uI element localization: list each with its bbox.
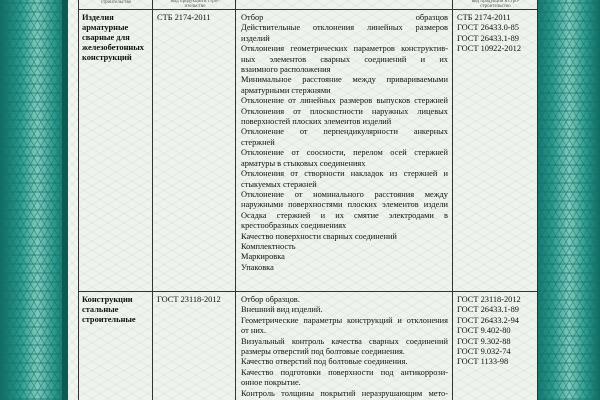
row2-parameters: Отбор образцов. Внешний вид изделий. Геометрические параметры конструкций и отклонения от них. Визуальный контроль качества сварных соединений размеры отверстий под болтовые соединения. Качество отверстий под болтовые соединения. Качество подготовки поверхности под антикоррози- онное покрытие. Контроль толщины покрытий неразрушающим мето- (241, 295, 448, 398)
guilloche-border-left (0, 0, 68, 400)
header-col-product: строительство (100, 0, 132, 5)
header-col-standard: вид продукции в стро- ительство (171, 0, 219, 9)
row2-product-name: Конструкции стальные строительные (82, 295, 136, 324)
row1-product-name: Изделия арматурные сварные для железобетонных конструкций (82, 13, 144, 62)
row1-methods: СТБ 2174-2011 ГОСТ 26433.0-85 ГОСТ 26433.1-89 ГОСТ 10922-2012 (457, 13, 522, 54)
row2-methods: ГОСТ 23118-2012 ГОСТ 26433.1-89 ГОСТ 26433.2-94 ГОСТ 9.402-80 ГОСТ 9.302-88 ГОСТ 9.032-74 ГОСТ 1133-98 (457, 295, 521, 367)
row1-standard: СТБ 2174-2011 (157, 13, 211, 22)
scope-table (78, 0, 538, 400)
row2-standard: ГОСТ 23118-2012 (157, 295, 221, 304)
row1-parameters: Отбор образцов Действительные отклонения линейных размеров изделий Отклонения геометрических параметров конструктив- ных элементов сварных соединений и их взаимного расположения Минимальное расстояние между привариваемыми арматурными стержнями Отклонение от линейных размеров выпусков стержней Отклонения от плоскостности наружных лицевых поверхностей плоских элементов изделий Отклонение от перпендикулярности анкерных стержней Отклонение от соосности, перелом осей стержней арматуры в стыковых соединениях Отклонения от створности накладок из стержней и стыкуемых стержней Отклонение от номинального расстояния между наружными поверхностями плоских элементов издели Осадка стержней и их смятие электродами в крестообразных соединениях Качество поверхности сварных соединений Комплектность Маркировка Упаковка (241, 13, 448, 272)
guilloche-border-right (532, 0, 600, 400)
header-col-methods: вид продукции в стро- строительство (471, 0, 520, 9)
